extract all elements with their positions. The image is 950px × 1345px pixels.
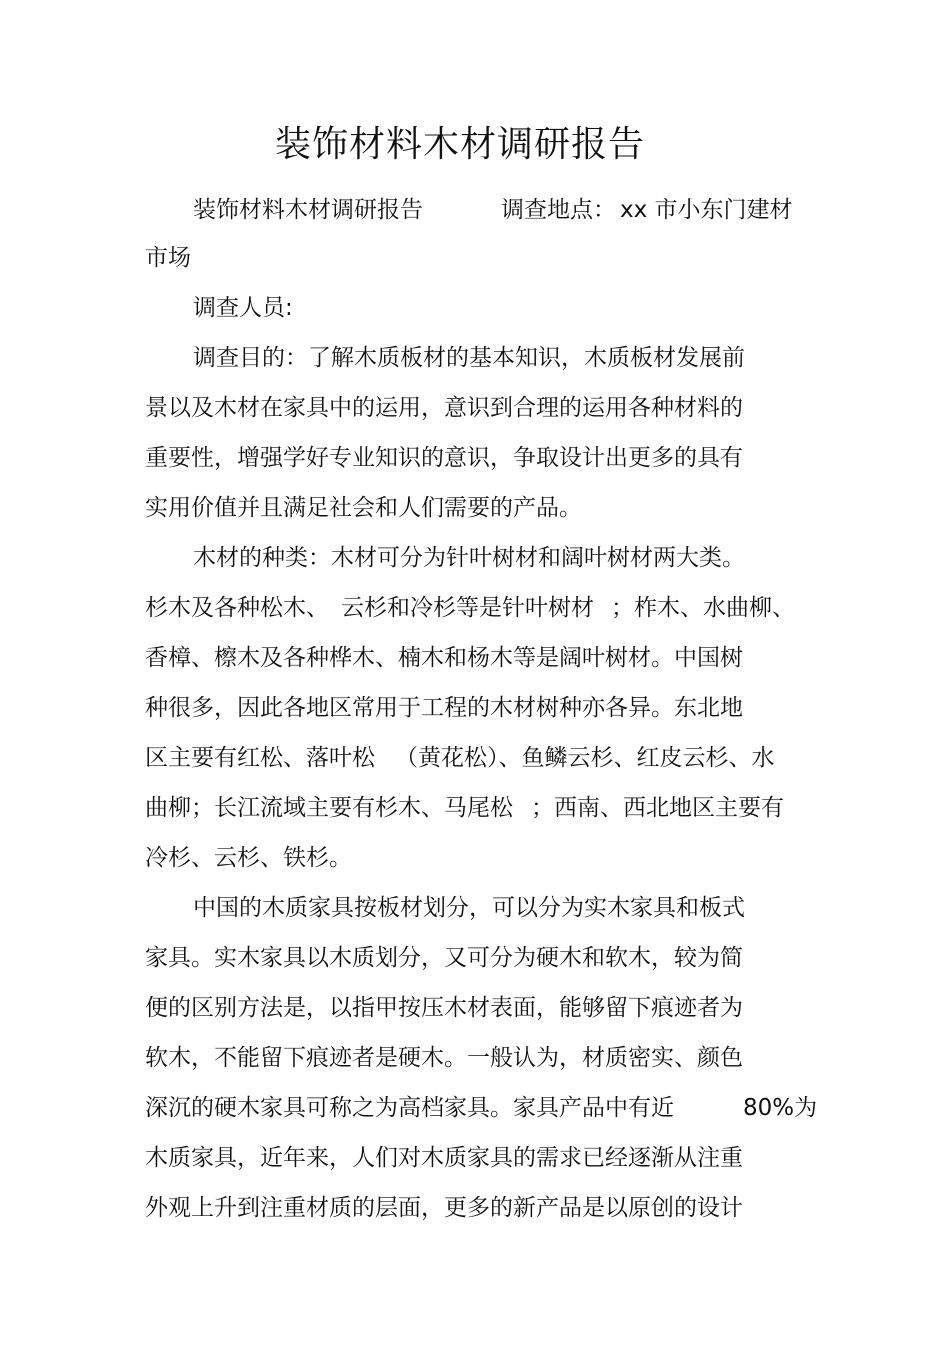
purpose-line: 景以及木材在家具中的运用，意识到合理的运用各种材料的 — [145, 395, 743, 421]
survey-location-label: 调查地点： — [501, 197, 616, 223]
types-line — [145, 792, 805, 824]
types-line: 木材的种类：木材可分为针叶树材和阔叶树材两大类。 — [193, 545, 745, 571]
types-segment: 曲柳；长江流域主要有杉木、马尾松 — [145, 795, 513, 821]
types-segment: 区主要有红松、落叶松 — [145, 745, 375, 771]
furniture-line: 软木，不能留下痕迹者是硬木。一般认为，材质密实、颜色 — [145, 1045, 743, 1071]
furniture-segment: 深沉的硬木家具可称之为高档家具。家具产品中有近 — [145, 1095, 674, 1121]
types-line: 种很多，因此各地区常用于工程的木材树种亦各异。东北地 — [145, 695, 743, 721]
furniture-line: 木质家具，近年来，人们对木质家具的需求已经逐渐从注重 — [145, 1145, 743, 1171]
furniture-line — [145, 1092, 818, 1124]
types-segment: 云杉和冷杉等是针叶树材 — [341, 595, 594, 621]
types-segment: ；柞木、水曲柳、 — [611, 595, 795, 621]
surveyor-label: 调查人员: — [193, 295, 293, 321]
types-line — [145, 742, 805, 774]
furniture-line: 便的区别方法是，以指甲按压木材表面，能够留下痕迹者为 — [145, 995, 743, 1021]
purpose-line: 调查目的：了解木质板材的基本知识，木质板材发展前 — [193, 345, 745, 371]
survey-location-value: xx 市小东门建材 — [620, 197, 793, 223]
types-line: 香樟、檫木及各种桦木、楠木和杨木等是阔叶树材。中国树 — [145, 645, 743, 671]
furniture-line: 外观上升到注重材质的层面，更多的新产品是以原创的设计 — [145, 1195, 743, 1221]
types-line — [145, 592, 805, 624]
document-title: 装饰材料木材调研报告 — [274, 124, 645, 165]
types-segment: ；西南、西北地区主要有 — [531, 795, 784, 821]
furniture-line: 中国的木质家具按板材划分，可以分为实木家具和板式 — [193, 895, 745, 921]
report-name: 装饰材料木材调研报告 — [193, 197, 423, 223]
types-line: 冷杉、云杉、铁杉。 — [145, 845, 352, 871]
furniture-percentage: 80%为 — [743, 1095, 818, 1121]
furniture-line: 家具。实木家具以木质划分，又可分为硬木和软木，较为简 — [145, 945, 743, 971]
purpose-line: 实用价值并且满足社会和人们需要的产品。 — [145, 495, 582, 521]
report-header-line — [193, 194, 813, 226]
survey-location-wrap: 市场 — [145, 245, 191, 271]
purpose-line: 重要性，增强学好专业知识的意识，争取设计出更多的具有 — [145, 445, 743, 471]
types-segment: （黄花松）、鱼鳞云杉、红皮云杉、水 — [395, 745, 775, 771]
types-segment: 杉木及各种松木、 — [145, 595, 329, 621]
